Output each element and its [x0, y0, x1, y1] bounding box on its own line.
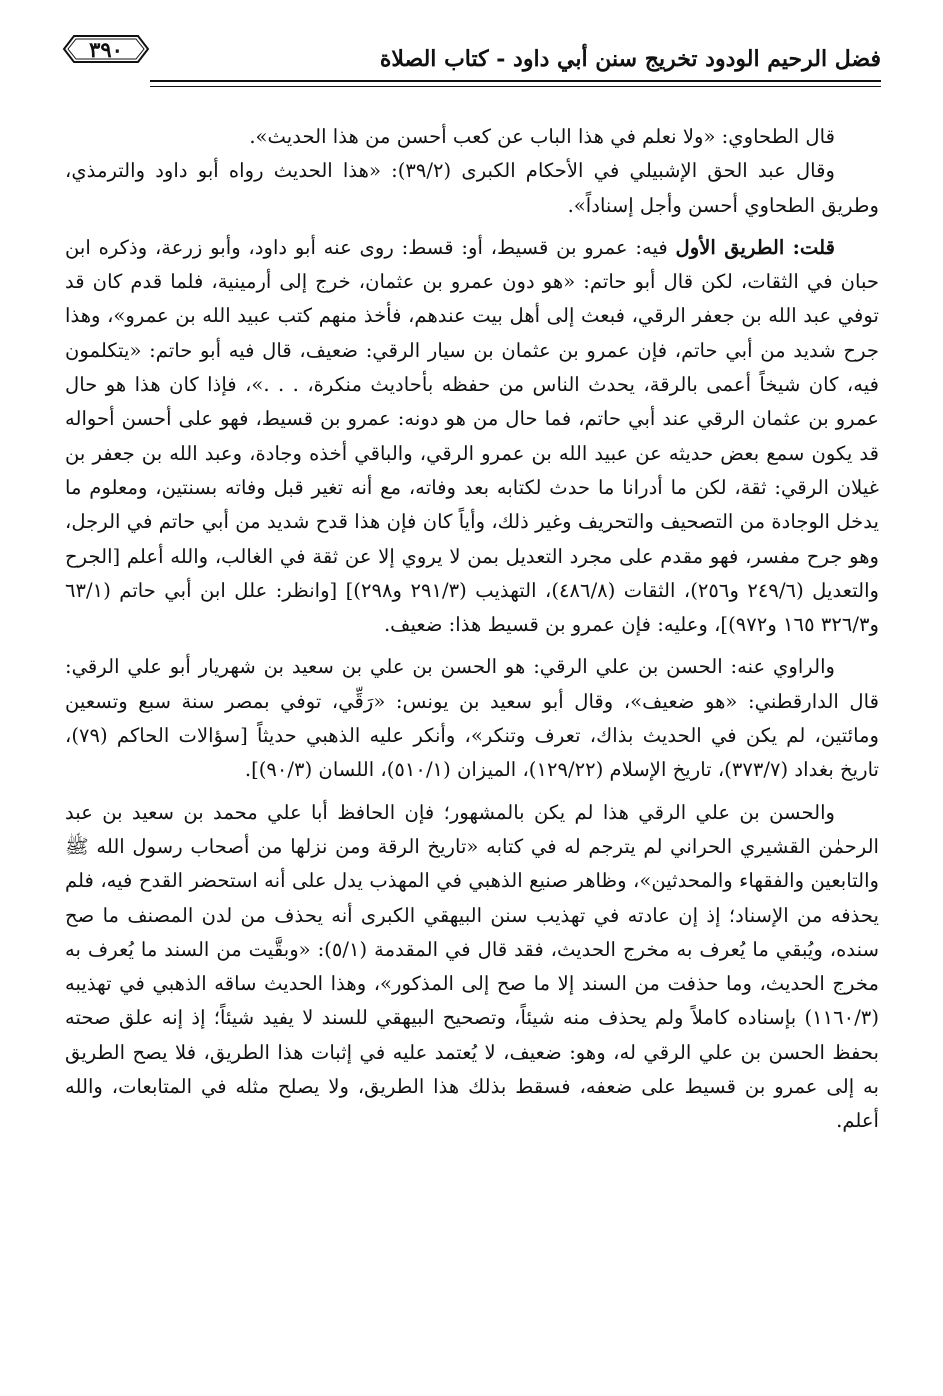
- page-number: ٣٩٠: [89, 37, 123, 62]
- paragraph-text: والراوي عنه: الحسن بن علي الرقي: هو الحسن بن علي بن سعيد بن شهريار أبو علي الرقي: قال الدارقطني: «هو ضعيف»، وقال أبو سعيد بن يونس: «رَقِّي، توفي بمصر سنة سبع وتسعين ومائتين، لم يكن في الحديث بذاك، تعرف وتنكر»، وأنكر عليه الذهبي حديثاً [سؤالات الحاكم (٧٩)، تاريخ بغداد (٣٧٣/٧)، تاريخ الإسلام (١٢٩/٢٢)، الميزان (٥١٠/١)، اللسان (٩٠/٣)].: [65, 655, 879, 782]
- paragraph-narrator: [65, 650, 879, 787]
- paragraph-text: وقال عبد الحق الإشبيلي في الأحكام الكبرى (٣٩/٢): «هذا الحديث رواه أبو داود والترمذي، وطريق الطحاوي أحسن وأجل إسناداً».: [65, 159, 879, 217]
- paragraph-hasan-raqqi: [65, 796, 879, 1139]
- running-header: [60, 40, 881, 110]
- header-rule-bottom: [150, 86, 881, 87]
- paragraph-first-route: [65, 231, 879, 643]
- running-header-title: فضل الرحيم الودود تخريج سنن أبي داود - كتاب الصلاة: [379, 46, 881, 72]
- paragraph-text: والحسن بن علي الرقي هذا لم يكن بالمشهور؛ فإن الحافظ أبا علي محمد بن سعيد بن عبد الرحمٰن القشيري الحراني لم يترجم له في كتابه «تاريخ الرقة ومن نزلها من أصحاب رسول الله ﷺ والتابعين والفقهاء والمحدثين»، وظاهر صنيع الذهبي في المهذب يدل على أنه استحضر القدح فيه، فلم يحذفه من الإسناد؛ إذ إن عادته في تهذيب سنن البيهقي الكبرى أنه يحذف من لدن المصنف ما صح سنده، ويُبقي ما يُعرف به مخرج الحديث، فقد قال في المقدمة (٥/١): «وبقَّيت من السند ما يُعرف به مخرج الحديث، وما حذفت من السند إلا ما صح إلى المذكور»، وهذا الحديث ساقه الذهبي في تهذيبه (١١٦٠/٣) بإسناده كاملاً ولم يحذف منه شيئاً، وتصحيح البيهقي للسند لا يفيد شيئاً؛ إذ إنه علق صحته بحفظ الحسن بن علي الرقي له، وهو: ضعيف، لا يُعتمد عليه في إثبات هذا الطريق، فلا يصح الطريق به إلى عمرو بن قسيط على ضعفه، فسقط بذلك هذا الطريق، ولا يصلح مثله في المتابعات، والله أعلم.: [65, 800, 879, 1133]
- page-body: [65, 120, 879, 1139]
- paragraph-text: فيه: عمرو بن قسيط، أو: قسط: روى عنه أبو داود، وأبو زرعة، وذكره ابن حبان في الثقات، لكن قال أبو حاتم: «هو دون عمرو بن عثمان، خرج إلى أرمينية، فلما قدم كان قد توفي عبد الله بن جعفر الرقي، فبعث إلى أهل بيت عندهم، فأخذ منهم كتب عبيد الله بن عمرو»، وهذا جرح شديد من أبي حاتم، فإن عمرو بن عثمان بن سيار الرقي: ضعيف، قال فيه أبو حاتم: «يتكلمون فيه، كان شيخاً أعمى بالرقة، يحدث الناس من حفظه بأحاديث منكرة، . . .»، فإذا كان هذا هو حال عمرو بن عثمان الرقي عند أبي حاتم، فما حال من هو دونه: عمرو بن قسيط، فهو على أحسن أحواله قد يكون سمع بعض حديثه عن عبيد الله بن عمرو الرقي، والباقي أخذه وجادة، وعبد الله بن جعفر بن غيلان الرقي: ثقة، لكن ما أدرانا ما حدث لكتابه بعد وفاته، مع أنه تغير قبل وفاته بسنتين، ومعلوم ما يدخل الوجادة من التصحيف والتحريف وغير ذلك، وأياً كان فإن هذا قدح شديد من أبي حاتم في الرجل، وهو جرح مفسر، فهو مقدم على مجرد التعديل بمن لا يروي إلا عن ثقة في الغالب، والله أعلم [الجرح والتعديل (٢٤٩/٦ و٢٥٦)، الثقات (٤٨٦/٨)، التهذيب (٢٩١/٣ و٢٩٨)] [وانظر: علل ابن أبي حاتم (٦٣/١ و٣٢٦/٣ ١٦٥ و٩٧٢)]، وعليه: فإن عمرو بن قسيط هذا: ضعيف.: [65, 235, 879, 637]
- header-rule-top: [150, 80, 881, 82]
- paragraph-text: قال الطحاوي: «ولا نعلم في هذا الباب عن كعب أحسن من هذا الحديث».: [249, 125, 835, 148]
- paragraph-tahawi-quote: [65, 120, 879, 154]
- page-number-ornament: [62, 34, 150, 64]
- paragraph-lead-heading: قلت: الطريق الأول: [675, 235, 835, 259]
- paragraph-abd-al-haqq: [65, 154, 879, 223]
